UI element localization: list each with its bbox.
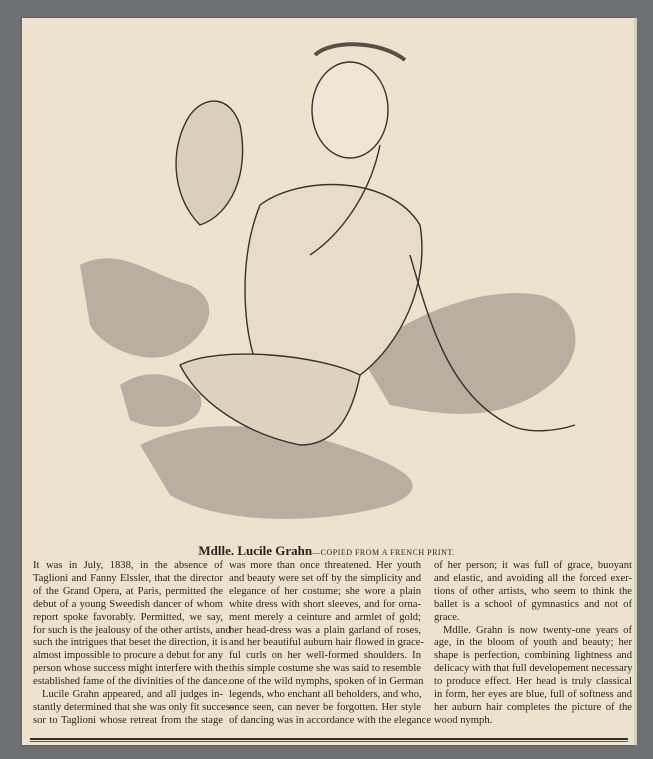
text-line: legends, who enchant all beholders, and who, — [229, 689, 422, 701]
text-line: such the intrigues that beset the direction, it is — [33, 637, 228, 649]
text-line: ballet is a school of gymnastics and not of — [434, 598, 632, 610]
text-line: of the Grand Opera, at Paris, permitted the — [33, 585, 223, 597]
text-line: Lucile Grahn appeared, and all judges in- — [42, 689, 223, 701]
text-line: person whose success might interfere with the — [33, 663, 229, 675]
caption-title: Mdlle. Lucile Grahn — [198, 543, 313, 558]
text-line: stantly determined that she was only fit succes- — [33, 701, 234, 713]
article-column-3 — [434, 560, 632, 728]
text-line: tions of other artists, who seem to think the — [434, 585, 632, 597]
text-line: Taglioni and Fanny Elssler, that the director — [33, 572, 223, 584]
text-line: and elastic, and avoiding all the forced exer- — [434, 572, 632, 584]
text-line: delicacy with that full developement necessary — [434, 663, 633, 675]
text-line: debut of a young Sweedish dancer of whom — [33, 598, 223, 610]
text-line: for such is the jealousy of the other artists, and — [33, 624, 231, 636]
text-line: ment merely a ceinture and armlet of gold; — [229, 611, 421, 623]
caption-subtitle: —COPIED FROM A FRENCH PRINT. — [312, 548, 455, 557]
text-line: white dress with short sleeves, and for orna- — [229, 598, 421, 610]
bottom-rule — [30, 738, 628, 740]
text-line: of dancing was in accordance with the elegance — [229, 714, 432, 726]
text-line: established fame of the divinities of the dance. — [33, 676, 231, 688]
text-line: It was in July, 1838, in the absence of — [33, 560, 223, 571]
bottom-rule-thin — [30, 741, 628, 742]
page-edge — [634, 18, 637, 745]
text-line: one of the wild nymphs, spoken of in German — [229, 676, 424, 688]
text-line: this simple costume she was said to resemble — [229, 663, 421, 675]
text-line: and beauty were set off by the simplicity and — [229, 572, 421, 584]
text-line: and her beautiful auburn hair flowed in grace- — [229, 637, 425, 649]
illustration-caption — [0, 542, 653, 560]
text-line: report spoke favorably. Permitted, we say, — [33, 611, 223, 623]
text-line: almost impossible to procure a debut for any — [33, 650, 223, 662]
text-line: elegance of her costume; she wore a plain — [229, 585, 421, 597]
text-line: wood nymph. — [434, 714, 493, 726]
article-column-2 — [229, 560, 432, 728]
text-line: grace. — [434, 611, 460, 623]
text-line: once seen, can never be forgotten. Her style — [229, 701, 421, 713]
text-line: ful curls on her well-formed shoulders. In — [229, 650, 421, 662]
text-line: was more than once threatened. Her youth — [229, 560, 421, 571]
text-line: Mdlle. Grahn is now twenty-one years of — [443, 624, 632, 636]
engraving-dancer-illustration — [60, 25, 600, 535]
text-line: age, in the bloom of youth and beauty; her — [434, 637, 632, 649]
text-line: her head-dress was a plain garland of roses, — [229, 624, 421, 636]
article-column-1 — [33, 560, 234, 728]
text-line: in form, her eyes are blue, full of softness and — [434, 689, 632, 701]
text-line: to produce effect. Her head is truly classical — [434, 676, 632, 688]
text-line: shape is perfection, combining lightness and — [434, 650, 632, 662]
text-line: her auburn hair completes the picture of the — [434, 701, 632, 713]
text-line: of her person; it was full of grace, buoyant — [434, 560, 632, 571]
text-line: sor to Taglioni whose retreat from the stage — [33, 714, 223, 726]
